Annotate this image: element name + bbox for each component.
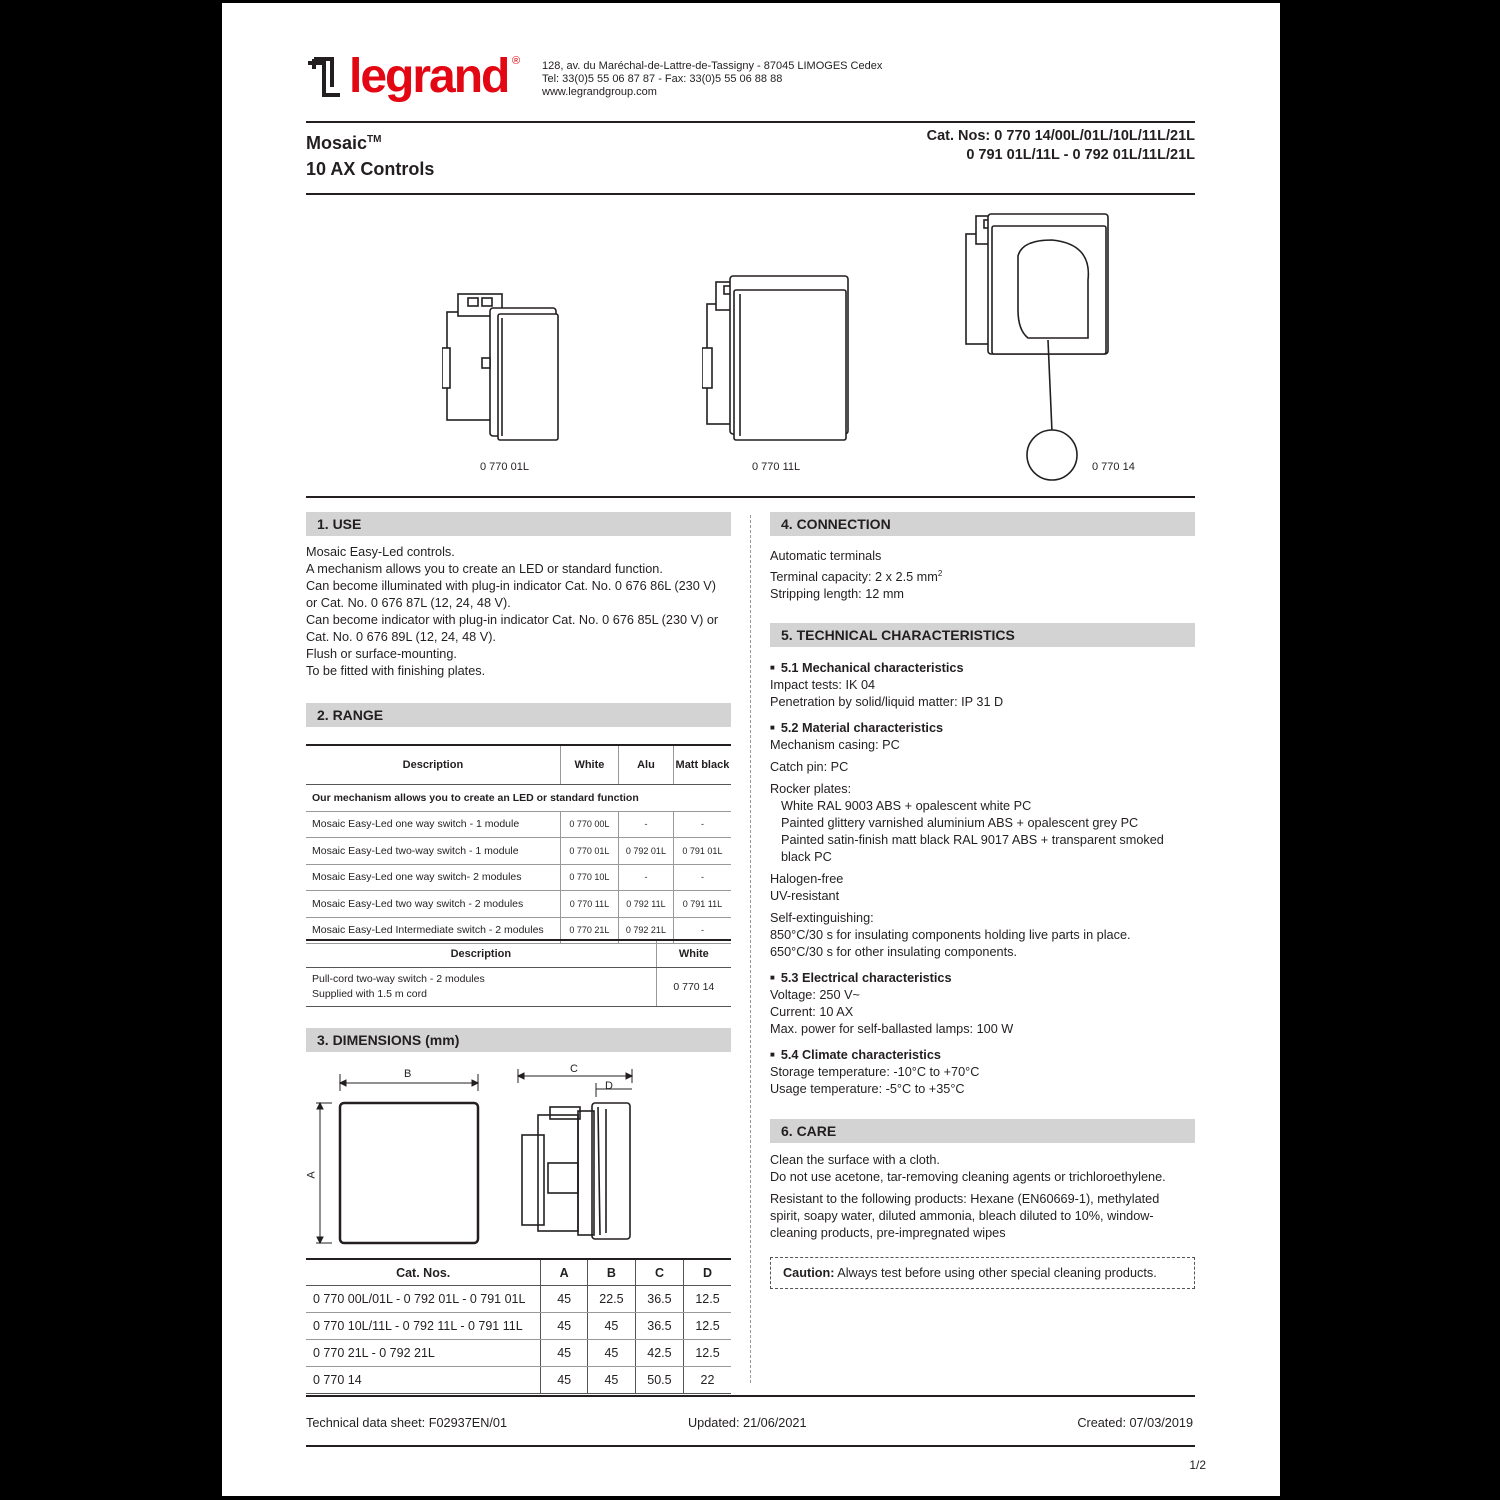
range-white: 0 770 21L [560,917,618,944]
superscript: 2 [937,569,943,578]
section-heading-technical: 5. TECHNICAL CHARACTERISTICS [770,623,1195,647]
dim-a: 45 [541,1367,588,1394]
column-header: C [635,1259,683,1286]
dim-a: 45 [541,1313,588,1340]
range-description: Mosaic Easy-Led two-way switch - 1 module [306,838,560,865]
column-header: White [656,940,731,968]
column-separator [750,515,751,1383]
dim-cat-nos: 0 770 14 [306,1367,541,1394]
section-heading-care: 6. CARE [770,1119,1195,1143]
range-alu: 0 792 01L [619,838,674,865]
caution-label: Caution: [783,1266,835,1280]
dim-b: 45 [587,1367,635,1394]
address-line: 128, av. du Maréchal-de-Lattre-de-Tassigny - 87045 LIMOGES Cedex [542,60,883,72]
dim-b: 45 [587,1313,635,1340]
range-alu: 0 792 21L [619,917,674,944]
tech-line: Penetration by solid/liquid matter: IP 31 D [770,695,1004,709]
dim-c: 50.5 [635,1367,683,1394]
use-line: Cat. No. 0 676 89L (12, 24, 48 V). [306,630,496,644]
range-description: Mosaic Easy-Led one way switch - 1 module [306,811,560,838]
use-line: Can become indicator with plug-in indicator Cat. No. 0 676 85L (230 V) or [306,613,719,627]
connection-line: Automatic terminals [770,549,882,563]
use-line: Flush or surface-mounting. [306,647,457,661]
legrand-logo-icon [306,57,342,97]
table-row [306,891,731,918]
one-module-switch-icon [442,288,572,448]
dimension-label-d: D [605,1080,613,1092]
brand-registered-mark: ® [512,55,521,67]
dim-a: 45 [541,1340,588,1367]
rocker-item: White RAL 9003 ABS + opalescent white PC [781,799,1032,813]
divider [306,193,1195,195]
tech-line: Voltage: 250 V~ [770,988,860,1002]
website-line: www.legrandgroup.com [542,86,657,98]
catnos-line-2: 0 791 01L/11L - 0 792 01L/11L/21L [966,147,1195,163]
product-label: 0 770 14 [1092,461,1135,473]
pull-cord-desc-line: Supplied with 1.5 m cord [312,988,427,1000]
divider [306,1395,1195,1397]
use-text [306,544,736,680]
tech-line: Impact tests: IK 04 [770,678,876,692]
subheading-mechanical: ■ 5.1 Mechanical characteristics [770,659,1195,677]
table-row [306,838,731,865]
range-table [306,744,731,944]
column-header: Alu [619,745,674,785]
column-header: Description [306,940,656,968]
range-white: 0 770 10L [560,864,618,891]
range-matt-black: - [673,917,731,944]
catalog-numbers [927,127,1195,165]
dim-d: 12.5 [683,1340,731,1367]
dim-d: 12.5 [683,1313,731,1340]
dimension-drawing [306,1063,636,1253]
footer-created: Created: 07/03/2019 [1077,1416,1193,1430]
table-row [306,811,731,838]
tech-line: Mechanism casing: PC [770,738,900,752]
care-line: cleaning products, pre-impregnated wipes [770,1226,1006,1240]
divider [306,121,1195,123]
dim-cat-nos: 0 770 21L - 0 792 21L [306,1340,541,1367]
product-label: 0 770 11L [752,461,801,473]
rocker-item: black PC [781,850,832,864]
care-line: spirit, soapy water, diluted ammonia, bleach diluted to 10%, window- [770,1209,1154,1223]
product-name: Mosaic [306,133,368,153]
pull-cord-table [306,939,731,1007]
use-line: To be fitted with finishing plates. [306,664,486,678]
page-number: 1/2 [1189,1458,1206,1472]
dimension-label-a: A [305,1171,318,1179]
range-alu: - [619,864,674,891]
divider [306,1445,1195,1447]
technical-text [770,659,1195,1098]
column-header: A [541,1259,588,1286]
catnos-line-1: Cat. Nos: 0 770 14/00L/01L/10L/11L/21L [926,128,1195,144]
dim-b: 45 [587,1340,635,1367]
connection-line: Stripping length: 12 mm [770,587,904,602]
tech-line: Usage temperature: -5°C to +35°C [770,1082,965,1096]
range-group-row: Our mechanism allows you to create an LED or standard function [306,785,731,812]
dimensions-table [306,1258,731,1394]
range-white: 0 770 11L [560,891,618,918]
table-row [306,1286,731,1313]
trademark: TM [367,134,382,145]
dim-c: 42.5 [635,1340,683,1367]
range-matt-black: 0 791 11L [673,891,731,918]
two-module-switch-icon [702,268,852,448]
company-address [542,60,882,99]
rocker-item: Painted satin-finish matt black RAL 9017 ABS + transparent smoked [781,833,1164,847]
product-label: 0 770 01L [480,461,529,473]
column-header: Description [306,745,560,785]
range-description: Mosaic Easy-Led Intermediate switch - 2 modules [306,917,560,944]
range-white: 0 770 01L [560,838,618,865]
dim-d: 12.5 [683,1286,731,1313]
column-header: White [560,745,618,785]
use-line: Can become illuminated with plug-in indicator Cat. No. 0 676 86L (230 V) [306,579,716,593]
table-row [306,1340,731,1367]
tech-line: Storage temperature: -10°C to +70°C [770,1065,980,1079]
section-heading-connection: 4. CONNECTION [770,512,1195,536]
column-header: Matt black [673,745,731,785]
use-line: A mechanism allows you to create an LED or standard function. [306,562,663,576]
care-line: Resistant to the following products: Hexane (EN60669-1), methylated [770,1192,1160,1206]
dim-c: 36.5 [635,1313,683,1340]
care-text [770,1152,1195,1242]
range-description: Mosaic Easy-Led two way switch - 2 modules [306,891,560,918]
tech-line: Rocker plates: [770,782,852,796]
section-heading-range: 2. RANGE [306,703,731,727]
tech-line: 650°C/30 s for other insulating components. [770,945,1017,959]
subheading-material: ■ 5.2 Material characteristics [770,719,1195,737]
range-alu: 0 792 11L [619,891,674,918]
subheading-electrical: ■ 5.3 Electrical characteristics [770,969,1195,987]
section-heading-dimensions: 3. DIMENSIONS (mm) [306,1028,731,1052]
product-subtitle: 10 AX Controls [306,159,435,179]
range-matt-black: 0 791 01L [673,838,731,865]
phone-line: Tel: 33(0)5 55 06 87 87 - Fax: 33(0)5 55 06 88 88 [542,73,783,85]
use-line: or Cat. No. 0 676 87L (12, 24, 48 V). [306,596,511,610]
care-line: Clean the surface with a cloth. [770,1153,940,1167]
dimension-label-c: C [570,1063,578,1075]
table-row [306,1367,731,1394]
connection-line: Terminal capacity: 2 x 2.5 mm [770,570,938,585]
care-line: Do not use acetone, tar-removing cleaning agents or trichloroethylene. [770,1170,1166,1184]
tech-line: Catch pin: PC [770,760,849,774]
tech-line: Current: 10 AX [770,1005,854,1019]
dim-cat-nos: 0 770 10L/11L - 0 792 11L - 0 791 11L [306,1313,541,1340]
dim-d: 22 [683,1367,731,1394]
range-description: Mosaic Easy-Led one way switch- 2 modules [306,864,560,891]
divider [306,496,1195,498]
dim-a: 45 [541,1286,588,1313]
footer-sheet-id: Technical data sheet: F02937EN/01 [306,1416,508,1430]
tech-line: UV-resistant [770,889,840,903]
tech-line: Max. power for self-ballasted lamps: 100 W [770,1022,1014,1036]
column-header: Cat. Nos. [306,1259,541,1286]
table-row [306,864,731,891]
column-header: D [683,1259,731,1286]
dimension-label-b: B [404,1068,412,1080]
connection-text [770,548,1195,603]
pull-cord-switch-icon [962,210,1122,482]
dim-cat-nos: 0 770 00L/01L - 0 792 01L - 0 791 01L [306,1286,541,1313]
range-matt-black: - [673,864,731,891]
column-header: B [587,1259,635,1286]
table-row [306,1313,731,1340]
section-heading-use: 1. USE [306,512,731,536]
range-alu: - [619,811,674,838]
rocker-item: Painted glittery varnished aluminium ABS + opalescent grey PC [781,816,1139,830]
tech-line: 850°C/30 s for insulating components holding live parts in place. [770,928,1131,942]
subheading-climate: ■ 5.4 Climate characteristics [770,1046,1195,1064]
dim-c: 36.5 [635,1286,683,1313]
pull-cord-description [306,968,656,1007]
caution-text: Always test before using other special cleaning products. [834,1266,1157,1280]
tech-line: Self-extinguishing: [770,911,874,925]
dim-b: 22.5 [587,1286,635,1313]
caution-box [770,1257,1195,1289]
range-matt-black: - [673,811,731,838]
use-line: Mosaic Easy-Led controls. [306,545,455,559]
range-white: 0 770 00L [560,811,618,838]
product-title [306,127,434,182]
brand-logo: legrand [349,50,509,103]
pull-cord-white: 0 770 14 [656,968,731,1007]
pull-cord-desc-line: Pull-cord two-way switch - 2 modules [312,973,485,985]
table-row [306,968,731,1007]
footer-updated: Updated: 21/06/2021 [688,1416,807,1430]
data-sheet-page [222,3,1280,1496]
tech-line: Halogen-free [770,872,844,886]
